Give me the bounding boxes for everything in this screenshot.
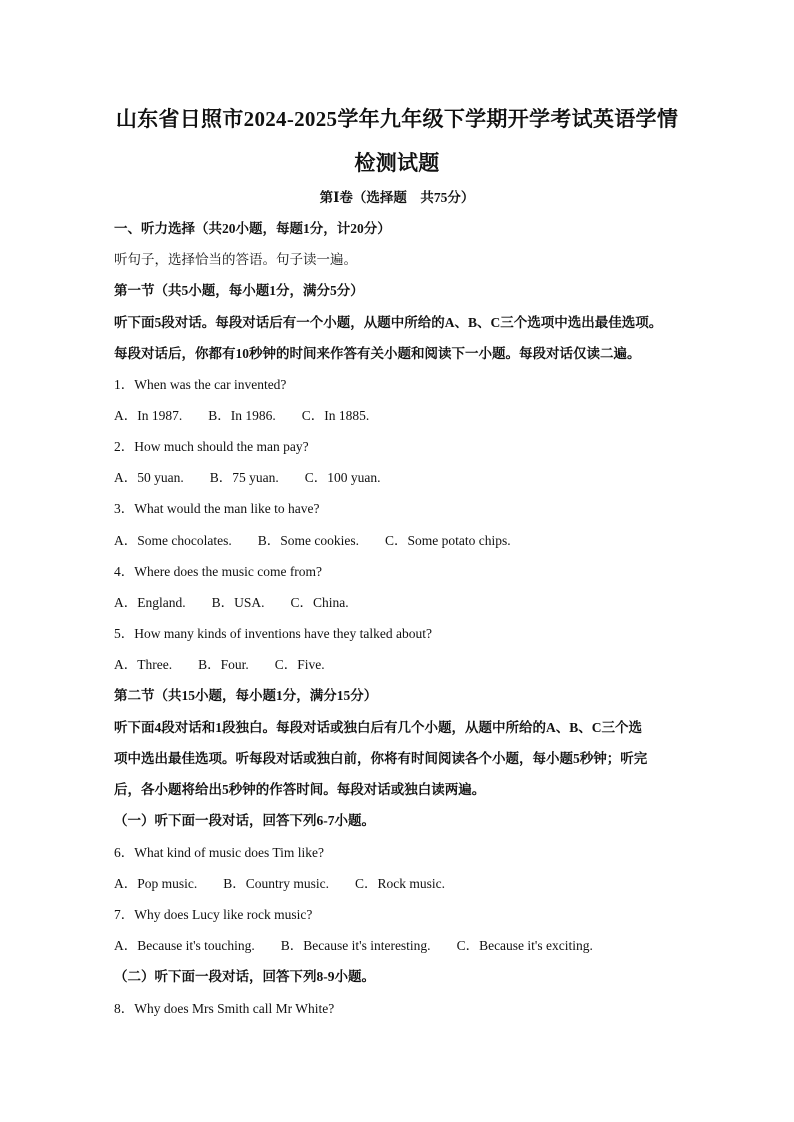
- part1-instruction: 听句子，选择恰当的答语。句子读一遍。: [114, 252, 357, 267]
- question-8: 8．Why does Mrs Smith call Mr White?: [114, 1001, 335, 1016]
- section1-instruction-line2: 每段对话后，你都有10秒钟的时间来作答有关小题和阅读下一小题。每段对话仅读二遍。: [114, 346, 641, 361]
- option-b: B．75 yuan.: [209, 470, 279, 485]
- volume-header: 第Ⅰ卷（选择题 共75分）: [319, 190, 475, 205]
- question-2: 2．How much should the man pay?: [114, 439, 309, 454]
- section1-instruction-line1: 听下面5段对话。每段对话后有一个小题，从题中所给的A、B、C三个选项中选出最佳选项。: [114, 315, 663, 330]
- option-a: A．England.: [114, 595, 186, 610]
- option-a: A．Some chocolates.: [114, 533, 232, 548]
- question-4: 4．Where does the music come from?: [114, 564, 323, 579]
- option-b: B．Some cookies.: [257, 533, 359, 548]
- option-c: C．100 yuan.: [304, 470, 381, 485]
- option-b: B．Because it's interesting.: [280, 938, 431, 953]
- option-c: C．Rock music.: [355, 876, 446, 891]
- option-a: A．Pop music.: [114, 876, 198, 891]
- question-5-options: [114, 653, 704, 673]
- section2-instruction-line1: 听下面4段对话和1段独白。每段对话或独白后有几个小题，从题中所给的A、B、C三个选: [114, 720, 643, 735]
- question-1-options: [114, 404, 704, 424]
- section2-header: 第二节（共15小题，每小题1分，满分15分）: [114, 688, 378, 703]
- question-6-options: [114, 872, 704, 892]
- section1-header: 第一节（共5小题，每小题1分，满分5分）: [114, 283, 364, 298]
- subsection1-header: （一）听下面一段对话，回答下列6-7小题。: [114, 813, 375, 828]
- section2-instruction-line2: 项中选出最佳选项。听每段对话或独白前，你将有时间阅读各个小题，每小题5秒钟；听完: [114, 751, 648, 766]
- option-a: A．50 yuan.: [114, 470, 184, 485]
- exam-title-line2: 检测试题: [354, 151, 440, 175]
- question-5: 5．How many kinds of inventions have they talked about?: [114, 626, 432, 641]
- question-7: 7．Why does Lucy like rock music?: [114, 907, 313, 922]
- option-a: A．Because it's touching.: [114, 938, 255, 953]
- question-3-options: [114, 529, 704, 549]
- subsection2-header: （二）听下面一段对话，回答下列8-9小题。: [114, 969, 375, 984]
- part1-header: 一、听力选择（共20小题，每题1分，计20分）: [114, 221, 391, 236]
- question-7-options: [114, 934, 704, 954]
- option-c: C．Because it's exciting.: [456, 938, 593, 953]
- option-c: C．Some potato chips.: [384, 533, 511, 548]
- option-a: A．Three.: [114, 657, 173, 672]
- question-4-options: [114, 591, 704, 611]
- question-3: 3．What would the man like to have?: [114, 501, 320, 516]
- option-c: C．China.: [290, 595, 349, 610]
- question-6: 6．What kind of music does Tim like?: [114, 845, 324, 860]
- option-b: B．In 1986.: [208, 408, 276, 423]
- question-1: 1．When was the car invented?: [114, 377, 287, 392]
- option-b: B．Country music.: [223, 876, 330, 891]
- exam-title-line1: 山东省日照市2024-2025学年九年级下学期开学考试英语学情: [115, 107, 679, 131]
- option-a: A．In 1987.: [114, 408, 183, 423]
- option-c: C．Five.: [274, 657, 325, 672]
- option-b: B．Four.: [198, 657, 249, 672]
- question-2-options: [114, 466, 704, 486]
- section2-instruction-line3: 后，各小题将给出5秒钟的作答时间。每段对话或独白读两遍。: [114, 782, 486, 797]
- option-c: C．In 1885.: [301, 408, 370, 423]
- option-b: B．USA.: [211, 595, 265, 610]
